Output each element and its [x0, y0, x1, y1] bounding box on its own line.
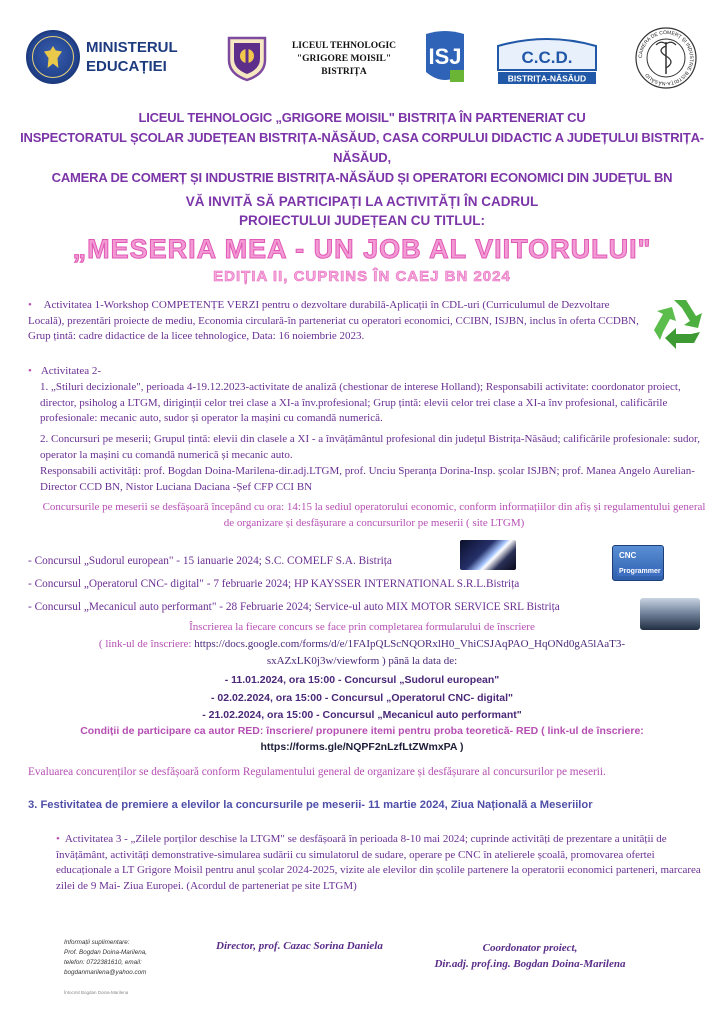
registration-link: ( link-ul de înscriere: https://docs.google.com/forms/d/e/1FAIpQLScNQORxlH0_VhiCSJAqPAO_HqONd0gA5lAaT3- [98, 638, 626, 650]
cnc-keyboard-image: CNC Programmer [612, 545, 664, 581]
partnership-title: LICEUL TEHNOLOGIC „GRIGORE MOISIL" BISTRIȚA ÎN PARTENERIAT CU INSPECTORATUL ȘCOLAR JUDEȚEAN BISTRIȚA-NĂSĂUD, CASA CORPULUI DIDACTIC A JUDEȚULUI BISTRIȚA-NĂSĂUD, CAMERA DE COMERȚ ȘI INDUSTRIE BISTRIȚA-NĂSĂUD ȘI OPERATORI ECONOMICI DIN JUDEȚUL BN [20, 110, 704, 185]
ministry-name: MINISTERUL EDUCAȚIEI [86, 39, 178, 75]
activity-2-label: • Activitatea 2- [28, 365, 102, 377]
evaluation-note: Evaluarea concurenților se desfășoară conform Regulamentului general de organizare și desfășurare al concursurilor pe meserii. [28, 766, 606, 778]
contest-cnc: - Concursul „Operatorul CNC- digital" - 7 februarie 2024; HP KAYSSER INTERNATIONAL S.R.L.Bistrița [28, 578, 520, 590]
coordinator-signature: Coordonator proiect, Dir.adj. prof.ing. Bogdan Doina-Marilena [434, 942, 626, 970]
registration-intro: Înscrierea la fiecare concurs se face prin completarea formularului de înscriere [189, 621, 535, 633]
activity-2-responsibles: Responsabili activități: prof. Bogdan Doina-Marilena-dir.adj.LTGM, prof. Unciu Speranța Dorina-Insp. școlar ISJBN; prof. Manea Angelo Aurelian-Director CCD BN, Nistor Luciana Daciana -Șef CFP CCI BN [40, 465, 695, 493]
activity-2-note: Concursurile pe meserii se desfășoară începând cu ora: 14:15 la sediul operatorului economic, conform informațiilor din afiș și regulamentului general de organizare și desfășurare a concursurilor pe meserii ( site LTGM) [42, 501, 706, 529]
award-ceremony: 3. Festivitatea de premiere a elevilor la concursurile pe meserii- 11 martie 2024, Ziua Națională a Meseriilor [28, 799, 593, 811]
activity-2-item-2: 2. Concursuri pe meserii; Grupul țintă: elevii din clasele a XI - a învățământul profesional din județul Bistrița-Năsăud; calificările profesionale: sudor, operator la mașini cu comandă numerică și mecanic auto. [40, 433, 700, 461]
cci-logo-icon [634, 26, 698, 90]
red-conditions: Condiții de participare ca autor RED: înscriere/ propunere itemi pentru proba teoretică- RED ( link-ul de înscriere: [80, 725, 644, 737]
activity-3: • Activitatea 3 - „Zilele porților deschise la LTGM" se desfășoară în perioada 8-10 mai 2024; cuprinde activități de prezentare a unității de învățământ, activități demonstrative-simularea sudării cu simulatorul de sudare, operare pe CNC în atelierele școală, promovarea ofertei educaționale a LT Grigore Moisil pentru anul școlar 2024-2025, vizite ale elevilor din școlile partenere la operatorii economici parteneri, marcarea zilei de 9 Mai- Ziua Europei. (Acordul de parteneriat pe site LTGM) [56, 833, 701, 892]
prepared-by: Întocmit Bogdan Doina-Marilena [64, 990, 129, 995]
school-crest-icon [226, 34, 268, 82]
form-link[interactable]: https://docs.google.com/forms/d/e/1FAIpQLScNQORxlH0_VhiCSJAqPAO_HqONd0gA5lAaT3- [194, 638, 626, 650]
svg-text:CAMERA DE COMERȚ ȘI INDUSTRIE: CAMERA DE COMERȚ ȘI INDUSTRIE BISTRIȚA-NĂSĂUD [637, 29, 695, 87]
svg-text:BISTRIȚA-NĂSĂUD: BISTRIȚA-NĂSĂUD [507, 73, 587, 84]
director-signature: Director, prof. Cazac Sorina Daniela [216, 940, 383, 952]
edition-subtitle: EDIȚIA II, CUPRINS ÎN CAEJ BN 2024 [213, 268, 511, 285]
ccd-logo-icon [494, 32, 600, 86]
contest-welder: - Concursul „Sudorul european" - 15 ianuarie 2024; S.C. COMELF S.A. Bistrița [28, 555, 392, 567]
form-link-cont[interactable]: sxAZxLK0j3w/viewform [266, 655, 380, 667]
welding-image [460, 540, 516, 570]
recycle-icon [646, 296, 708, 352]
activity-1: • Activitatea 1-Workshop COMPETENȚE VERZI pentru o dezvoltare durabilă-Aplicații în CDL-uri (Curriculumul de Dezvoltare Locală), prezentări proiecte de mediu, Economia circulară-în parteneriat cu operatori economici, CCIBN, ISJBN, inclus în oferta CCDBN, Grup țintă: cadre didactice de la licee tehnologice, Data: 16 noiembrie 2023. [28, 299, 639, 342]
svg-text:ISJ: ISJ [428, 44, 462, 69]
red-link[interactable]: https://forms.gle/NQPF2nLzfLtZWmxPA ) [260, 741, 464, 753]
school-name: LICEUL TEHNOLOGIC "GRIGORE MOISIL" BISTRIȚA [291, 41, 397, 77]
activity-2-item-1: 1. „Stiluri decizionale", perioada 4-19.12.2023-activitate de analiză (chestionar de interese Holland); Responsabili activitate: coordonator proiect, director, psiholog a LTGM, diriginții celor trei clase a XI-a înv.profesional; Grup țintă: elevii celor trei clase a XI-a înv profesional, calificările profesionale: mecanic auto, sudor și operator la mașini cu comandă numerică. [40, 381, 681, 424]
government-crest-icon [26, 30, 80, 84]
isj-logo-icon [420, 30, 470, 88]
registration-deadlines: - 11.01.2024, ora 15:00 - Concursul „Sudorul european" - 02.02.2024, ora 15:00 - Concursul „Operatorul CNC- digital" - 21.02.2024, ora 15:00 - Concursul „Mecanicul auto performant" [202, 674, 522, 721]
registration-link-cont: sxAZxLK0j3w/viewform ) până la data de: [266, 655, 458, 667]
contact-info: Informații suplimentare: Prof. Bogdan Doina-Marilena, telefon: 0722381610, email: bogdanmarilena@yahoo.com [64, 939, 147, 976]
svg-text:C.C.D.: C.C.D. [521, 48, 573, 67]
contest-mechanic: - Concursul „Mecanicul auto performant" - 28 Februarie 2024; Service-ul auto MIX MOTOR SERVICE SRL Bistrița [28, 601, 560, 613]
invitation-text: VĂ INVITĂ SĂ PARTICIPAȚI LA ACTIVITĂȚI ÎN CADRUL PROIECTULUI JUDEȚEAN CU TITLUL: [185, 194, 539, 228]
project-title: „MESERIA MEA - UN JOB AL VIITORULUI" [72, 234, 652, 264]
